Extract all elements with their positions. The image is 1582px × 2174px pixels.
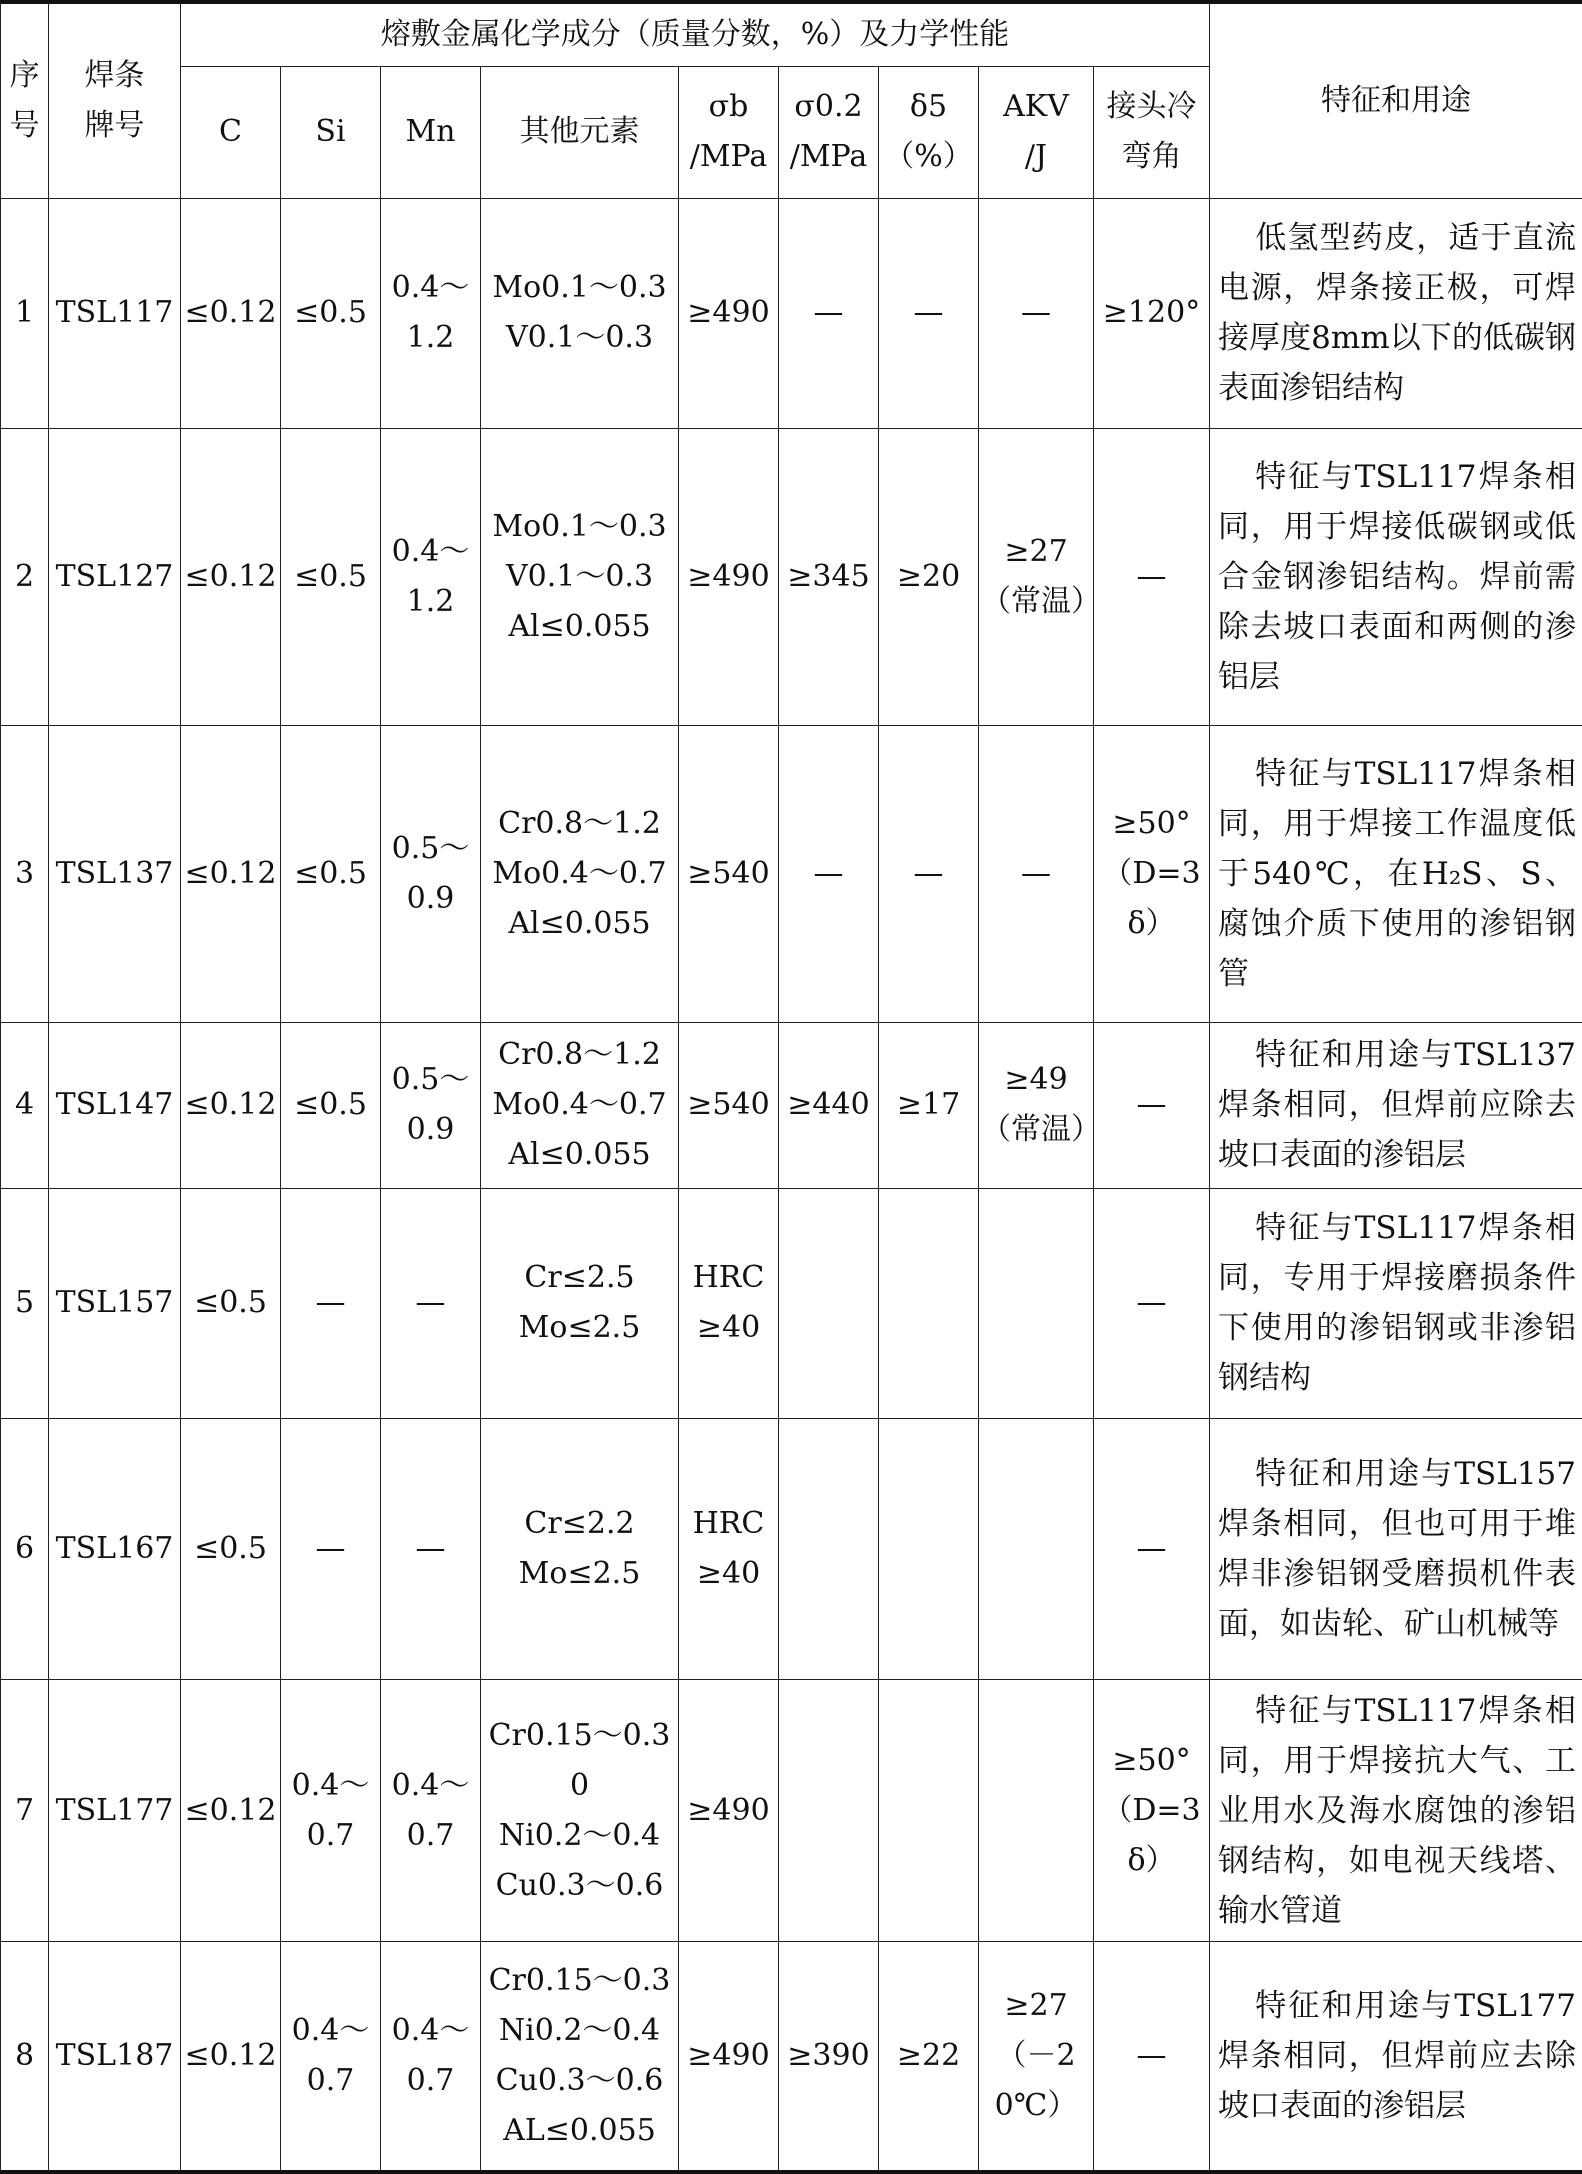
cell-s02-line: — (813, 295, 844, 331)
header-brand: 焊条 牌号 (49, 2, 181, 198)
cell-other (481, 725, 679, 1022)
cell-other-line: Al≤0.055 (508, 905, 651, 941)
cell-mn-line: 0.4～ (391, 270, 470, 306)
header-s02-line: /MPa (789, 139, 868, 174)
cell-seq: 1 (1, 198, 49, 428)
cell-d5 (879, 1418, 979, 1680)
cell-akv (979, 1942, 1094, 2172)
cell-s02 (779, 428, 879, 725)
table-row (1, 198, 1582, 428)
cell-si-line: 0.7 (306, 2063, 355, 2098)
header-feature: 特征和用途 (1210, 2, 1582, 198)
cell-d5 (879, 428, 979, 725)
cell-c: ≤0.12 (181, 1680, 281, 1942)
cell-mn-line: 1.2 (406, 583, 455, 619)
cell-sb-line: ≥490 (687, 558, 770, 594)
cell-bend (1094, 725, 1210, 1022)
cell-bend (1094, 1022, 1210, 1188)
header-d5-line: δ5 (909, 89, 948, 124)
cell-sb-line: HRC (692, 1260, 765, 1296)
cell-other-line: Mo≤2.5 (518, 1310, 641, 1346)
header-si-line: Si (315, 114, 346, 149)
cell-si (281, 1680, 381, 1942)
cell-bend (1094, 1418, 1210, 1680)
cell-s02 (779, 1942, 879, 2172)
cell-feature: 特征与TSL117焊条相同，专用于焊接磨损条件下使用的渗铝钢或非渗铝钢结构 (1210, 1188, 1582, 1418)
cell-s02-line: ≥440 (787, 1087, 870, 1123)
cell-sb (679, 725, 779, 1022)
cell-other-line: Mo0.4～0.7 (492, 855, 667, 891)
header-bend (1094, 66, 1210, 198)
header-s02 (779, 66, 879, 198)
cell-other-line: Cr0.15～0.30 (488, 1717, 671, 1803)
cell-mn-line: 0.7 (406, 2063, 455, 2098)
cell-s02 (779, 725, 879, 1022)
table-row (1, 1680, 1582, 1942)
cell-mn (381, 1942, 481, 2172)
cell-akv (979, 1188, 1094, 1418)
cell-mn-line: 0.5～ (391, 830, 470, 866)
cell-akv-line: ≥27 (1004, 533, 1068, 569)
cell-other-line: Mo0.1～0.3 (492, 270, 667, 306)
cell-sb (679, 1022, 779, 1188)
cell-bend (1094, 1942, 1210, 2172)
header-bend-line: 弯角 (1121, 139, 1182, 174)
cell-mn-line: 0.4～ (391, 1767, 470, 1803)
cell-seq: 2 (1, 428, 49, 725)
header-sb-line: /MPa (689, 139, 768, 174)
cell-d5-line: — (913, 295, 944, 331)
cell-bend-line: （D=3δ） (1102, 855, 1201, 941)
cell-akv-line: — (1021, 855, 1051, 891)
cell-other-line: Mo0.4～0.7 (492, 1087, 667, 1123)
cell-akv (979, 1680, 1094, 1942)
cell-d5-line: ≥22 (896, 2038, 961, 2073)
cell-other-line: Mo≤2.5 (518, 1556, 641, 1592)
cell-seq: 8 (1, 1942, 49, 2172)
cell-brand: TSL167 (49, 1418, 181, 1680)
cell-si-line: 0.4～ (291, 2013, 370, 2048)
cell-mn-line: 0.9 (406, 1112, 455, 1148)
cell-bend-line: — (1136, 558, 1167, 594)
cell-mn (381, 1022, 481, 1188)
cell-akv-line: （常温） (981, 583, 1101, 619)
cell-other-line: Mo0.1～0.3 (492, 508, 667, 544)
cell-brand: TSL117 (49, 198, 181, 428)
cell-sb-line: ≥540 (687, 1087, 770, 1123)
cell-mn (381, 1188, 481, 1418)
cell-seq: 6 (1, 1418, 49, 1680)
cell-sb (679, 1188, 779, 1418)
header-mn-line: Mn (405, 114, 456, 149)
cell-other-line: Cr≤2.5 (524, 1260, 635, 1296)
cell-si: ≤0.5 (281, 1022, 381, 1188)
table-row (1, 1418, 1582, 1680)
cell-brand: TSL137 (49, 725, 181, 1022)
cell-other-line: Al≤0.055 (508, 1137, 651, 1173)
cell-s02 (779, 1022, 879, 1188)
header-composition-group: 熔敷金属化学成分（质量分数，%）及力学性能 (181, 2, 1210, 66)
cell-d5 (879, 1188, 979, 1418)
header-s02-line: σ0.2 (794, 89, 863, 124)
header-sb-line: σb (708, 89, 749, 124)
cell-brand: TSL177 (49, 1680, 181, 1942)
cell-other (481, 198, 679, 428)
cell-other-line: Al≤0.055 (508, 608, 651, 644)
table-row (1, 1188, 1582, 1418)
header-akv (979, 66, 1094, 198)
cell-c: ≤0.12 (181, 1942, 281, 2172)
cell-other (481, 1680, 679, 1942)
cell-mn-line: — (415, 1285, 446, 1321)
cell-c: ≤0.12 (181, 1022, 281, 1188)
cell-sb-line: ≥490 (687, 2038, 770, 2073)
cell-other (481, 428, 679, 725)
cell-s02-line: ≥345 (787, 558, 870, 594)
cell-s02-line: — (813, 855, 844, 891)
cell-other-line: Ni0.2～0.4 (498, 2013, 661, 2048)
cell-si-line: 0.7 (306, 1817, 355, 1853)
cell-other-line: Cr0.8～1.2 (498, 805, 661, 841)
cell-si: — (281, 1418, 381, 1680)
cell-si (281, 1942, 381, 2172)
cell-c: ≤0.5 (181, 1418, 281, 1680)
table-row (1, 725, 1582, 1022)
cell-mn (381, 1418, 481, 1680)
cell-c: ≤0.12 (181, 725, 281, 1022)
cell-bend-line: （D=3δ） (1102, 1792, 1201, 1878)
cell-mn-line: 0.5～ (391, 1062, 470, 1098)
cell-sb-line: HRC (692, 1506, 765, 1542)
cell-d5 (879, 1022, 979, 1188)
cell-si: ≤0.5 (281, 198, 381, 428)
cell-mn-line: 1.2 (406, 320, 455, 356)
table-row (1, 1942, 1582, 2172)
cell-bend (1094, 1680, 1210, 1942)
cell-si: ≤0.5 (281, 725, 381, 1022)
cell-s02 (779, 1188, 879, 1418)
header-d5-line: （%） (884, 139, 973, 174)
cell-bend-line: — (1136, 1531, 1167, 1567)
cell-feature: 低氢型药皮，适于直流电源，焊条接正极，可焊接厚度8mm以下的低碳钢表面渗铝结构 (1210, 198, 1582, 428)
cell-seq: 5 (1, 1188, 49, 1418)
cell-other-line: V0.1～0.3 (505, 558, 654, 594)
cell-other (481, 1418, 679, 1680)
header-sb (679, 66, 779, 198)
cell-s02-line: ≥390 (787, 2038, 870, 2073)
header-d5 (879, 66, 979, 198)
header-seq: 序 号 (1, 2, 49, 198)
cell-c: ≤0.12 (181, 428, 281, 725)
cell-d5 (879, 1942, 979, 2172)
cell-sb (679, 1418, 779, 1680)
header-other (481, 66, 679, 198)
cell-other (481, 1942, 679, 2172)
cell-feature: 特征和用途与TSL177焊条相同，但焊前应去除坡口表面的渗铝层 (1210, 1942, 1582, 2172)
cell-mn-line: — (415, 1531, 446, 1567)
header-other-line: 其他元素 (519, 114, 640, 149)
cell-si-line: 0.4～ (291, 1767, 370, 1803)
cell-bend-line: — (1136, 1087, 1167, 1123)
cell-akv (979, 428, 1101, 725)
table-row (1, 1022, 1582, 1188)
header-c (181, 66, 281, 198)
cell-seq: 7 (1, 1680, 49, 1942)
cell-bend (1094, 1188, 1210, 1418)
cell-feature: 特征与TSL117焊条相同，用于焊接低碳钢或低合金钢渗铝结构。焊前需除去坡口表面和两侧的渗铝层 (1210, 428, 1582, 725)
cell-sb (679, 428, 779, 725)
cell-sb (679, 198, 779, 428)
cell-bend-line: — (1136, 2038, 1167, 2073)
cell-akv (979, 198, 1094, 428)
header-akv-line: AKV (1003, 89, 1069, 124)
cell-bend-line: ≥120° (1102, 295, 1201, 331)
cell-feature: 特征与TSL117焊条相同，用于焊接抗大气、工业用水及海水腐蚀的渗铝钢结构，如电视天线塔、输水管道 (1210, 1680, 1582, 1942)
cell-seq: 3 (1, 725, 49, 1022)
cell-sb-line: ≥490 (687, 295, 770, 331)
cell-akv (979, 725, 1094, 1022)
cell-bend-line: ≥50° (1112, 1742, 1191, 1778)
cell-akv-line: ≥49 (1004, 1062, 1068, 1098)
cell-feature: 特征与TSL117焊条相同，用于焊接工作温度低于540℃，在H₂S、S、腐蚀介质下使用的渗铝钢管 (1210, 725, 1582, 1022)
cell-bend-line: — (1136, 1285, 1167, 1321)
cell-d5 (879, 725, 979, 1022)
cell-seq: 4 (1, 1022, 49, 1188)
cell-d5-line: — (913, 855, 944, 891)
cell-akv (979, 1418, 1094, 1680)
cell-akv (979, 1022, 1101, 1188)
cell-d5 (879, 1680, 979, 1942)
cell-bend (1094, 428, 1210, 725)
cell-other-line: Cu0.3～0.6 (495, 1867, 664, 1903)
cell-akv-line: （常温） (981, 1112, 1101, 1148)
cell-mn (381, 198, 481, 428)
cell-sb-line: ≥40 (696, 1310, 761, 1346)
cell-mn-line: 0.7 (406, 1817, 455, 1853)
cell-sb (679, 1680, 779, 1942)
cell-bend-line: ≥50° (1112, 805, 1191, 841)
cell-feature: 特征和用途与TSL157焊条相同，但也可用于堆焊非渗铝钢受磨损机件表面，如齿轮、矿山机械等 (1210, 1418, 1582, 1680)
cell-mn (381, 725, 481, 1022)
cell-other-line: Ni0.2～0.4 (498, 1817, 661, 1853)
cell-c: ≤0.12 (181, 198, 281, 428)
cell-brand: TSL157 (49, 1188, 181, 1418)
cell-sb-line: ≥40 (696, 1556, 761, 1592)
cell-sb-line: ≥540 (687, 855, 770, 891)
cell-sb (679, 1942, 779, 2172)
cell-sb-line: ≥490 (687, 1792, 770, 1828)
cell-s02 (779, 1418, 879, 1680)
cell-bend (1094, 198, 1210, 428)
cell-mn-line: 0.9 (406, 880, 455, 916)
table-row (1, 428, 1582, 725)
cell-si: ≤0.5 (281, 428, 381, 725)
header-mn (381, 66, 481, 198)
cell-akv-line: （－20℃） (994, 2038, 1078, 2123)
cell-c: ≤0.5 (181, 1188, 281, 1418)
cell-s02 (779, 1680, 879, 1942)
cell-feature: 特征和用途与TSL137焊条相同，但焊前应除去坡口表面的渗铝层 (1210, 1022, 1582, 1188)
cell-mn-line: 0.4～ (391, 533, 470, 569)
cell-other-line: Cr≤2.2 (524, 1506, 635, 1542)
cell-akv-line: ≥27 (1004, 1988, 1068, 2023)
cell-other-line: V0.1～0.3 (505, 320, 654, 356)
cell-d5 (879, 198, 979, 428)
cell-mn-line: 0.4～ (391, 2013, 470, 2048)
cell-brand: TSL147 (49, 1022, 181, 1188)
cell-brand: TSL127 (49, 428, 181, 725)
cell-brand: TSL187 (49, 1942, 181, 2172)
cell-si: — (281, 1188, 381, 1418)
cell-other-line: AL≤0.055 (503, 2113, 656, 2148)
cell-s02 (779, 198, 879, 428)
header-bend-line: 接头冷 (1106, 89, 1197, 124)
cell-akv-line: — (1021, 295, 1051, 331)
header-akv-line: /J (1024, 139, 1048, 174)
header-c-line: C (219, 114, 242, 149)
cell-other (481, 1188, 679, 1418)
cell-other-line: Cr0.15～0.3 (488, 1963, 671, 1998)
cell-other-line: Cr0.8～1.2 (498, 1037, 661, 1073)
cell-d5-line: ≥20 (896, 558, 961, 594)
cell-other-line: Cu0.3～0.6 (495, 2063, 664, 2098)
header-si (281, 66, 381, 198)
cell-mn (381, 1680, 481, 1942)
cell-other (481, 1022, 679, 1188)
cell-mn (381, 428, 481, 725)
cell-d5-line: ≥17 (896, 1087, 961, 1123)
